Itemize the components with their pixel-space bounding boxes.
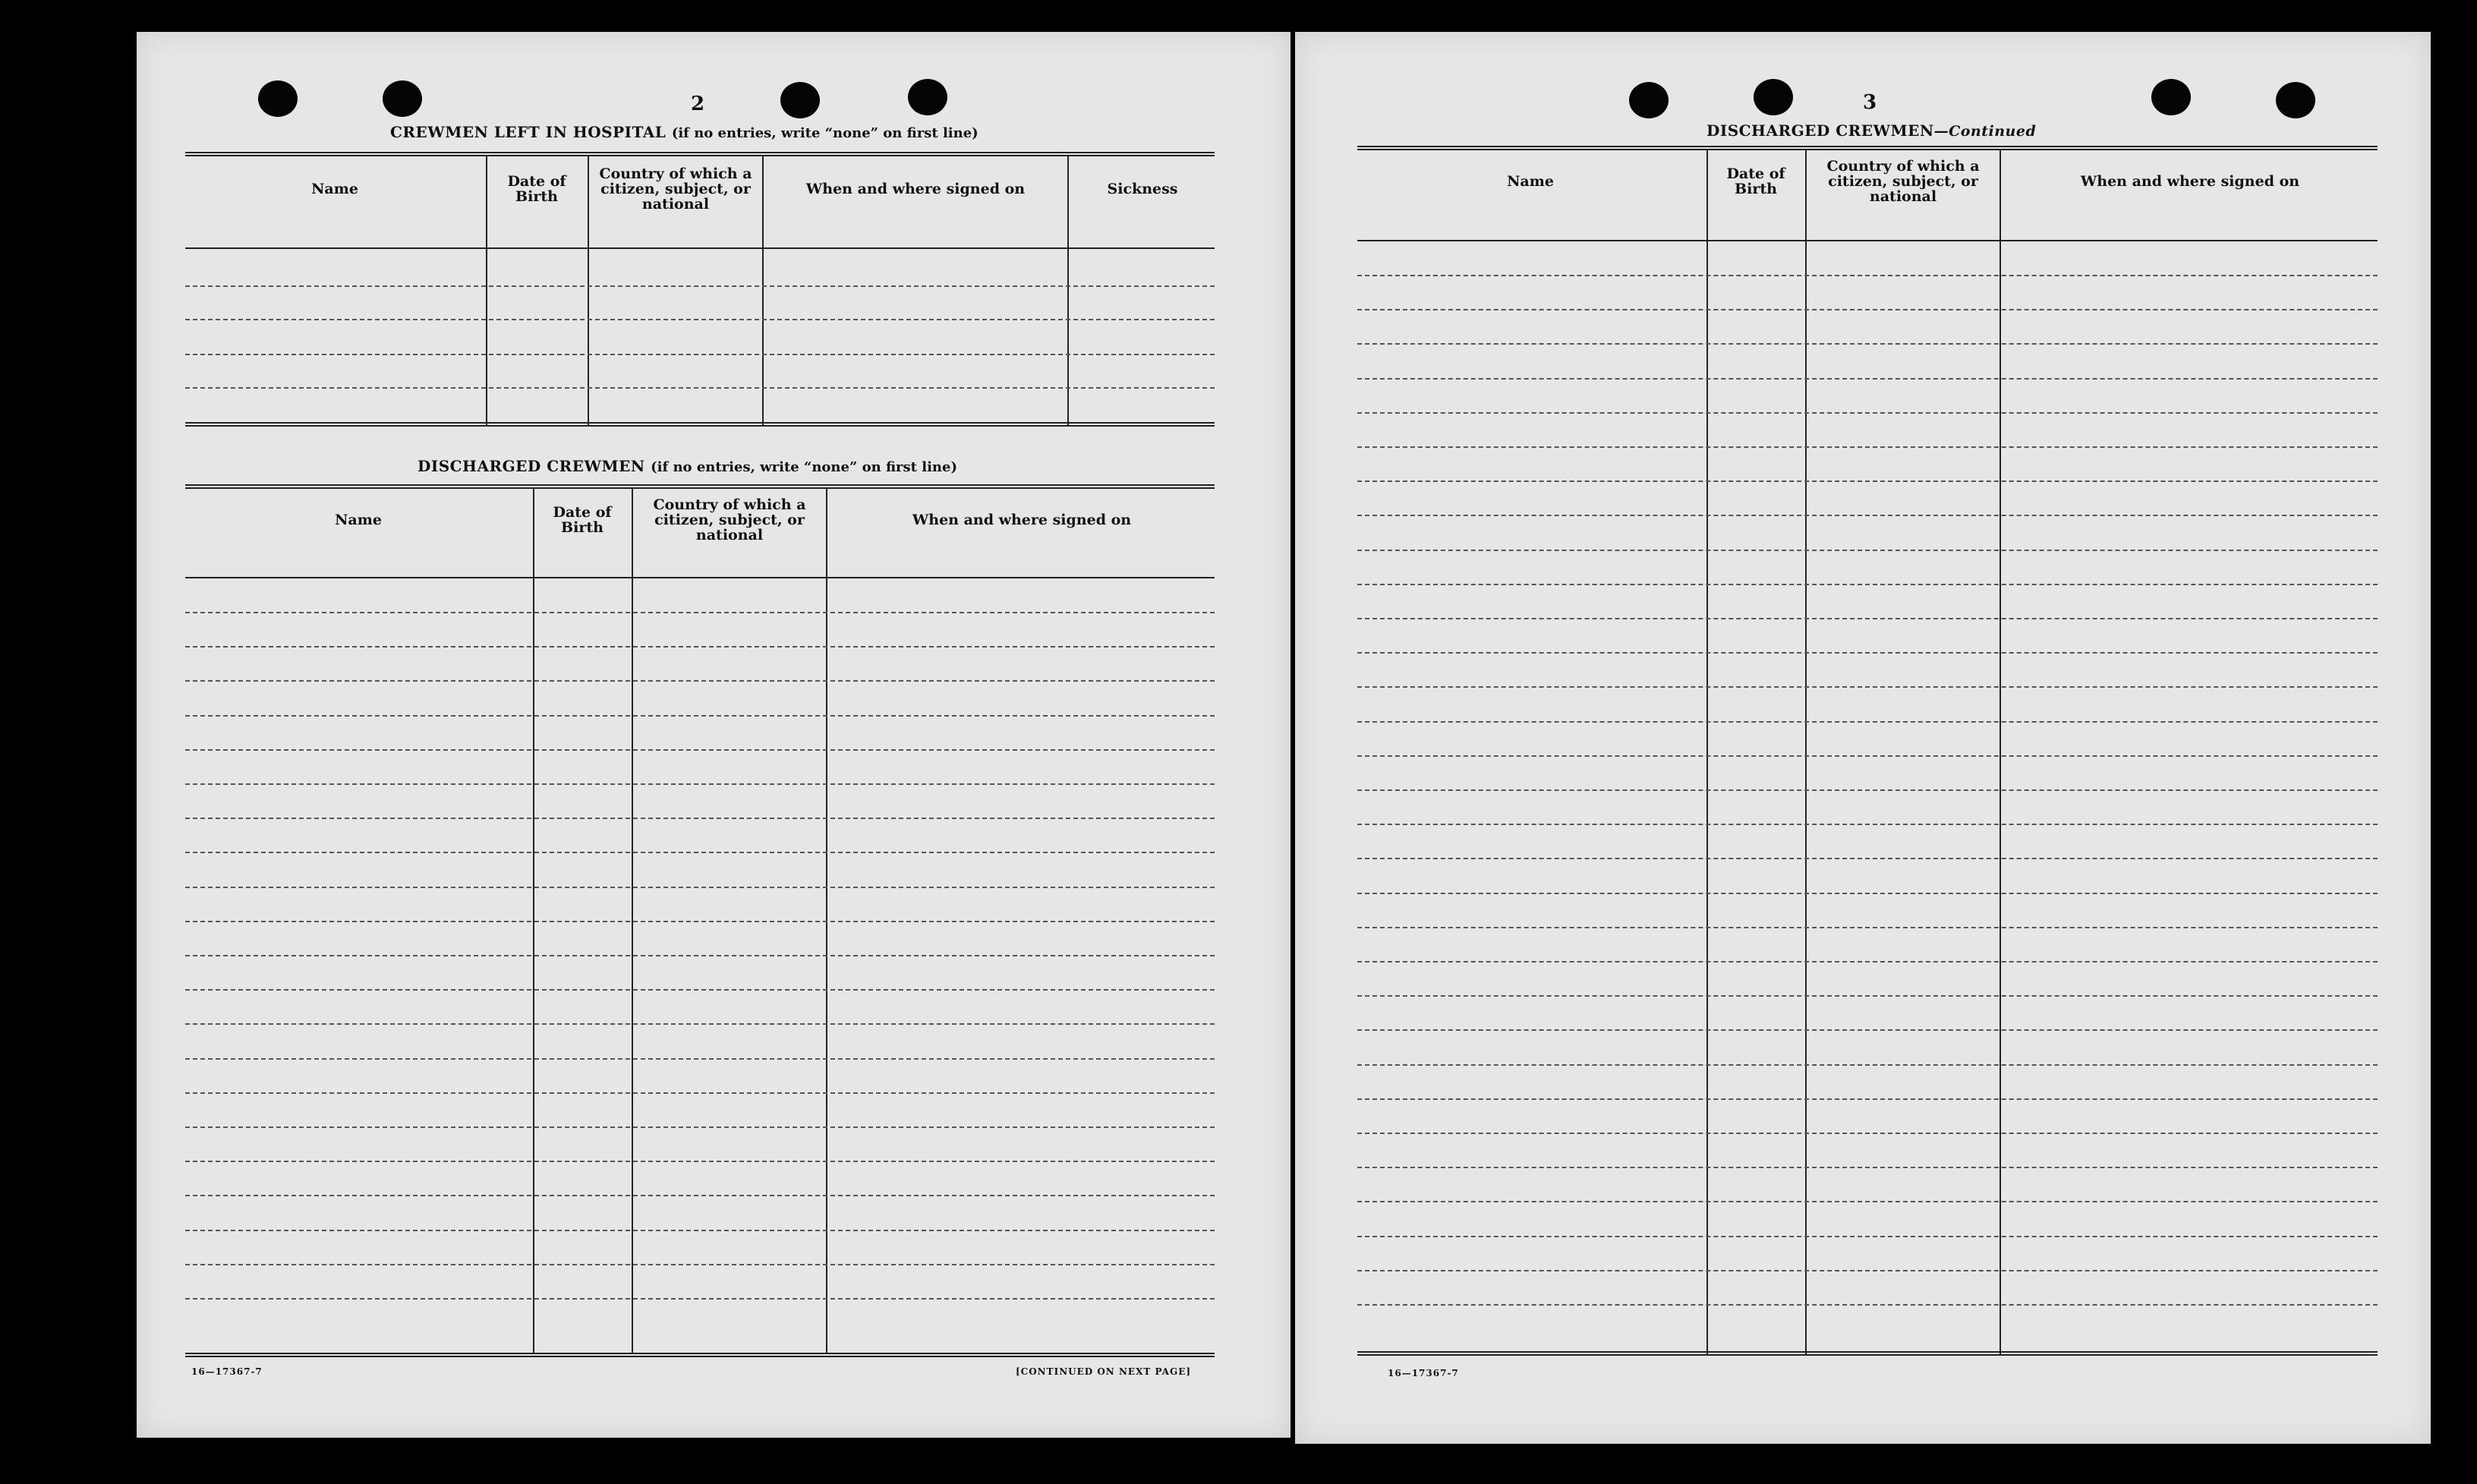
discharged-continued-table <box>1357 146 2378 1391</box>
punch-hole <box>780 82 820 118</box>
entry-line <box>1357 686 2378 688</box>
entry-line <box>1357 1236 2378 1237</box>
punch-hole <box>1629 82 1669 118</box>
column-header-name: Name <box>311 181 358 197</box>
entry-line <box>1357 652 2378 654</box>
continued-note: [CONTINUED ON NEXT PAGE] <box>1016 1366 1192 1377</box>
entry-line <box>1357 550 2378 551</box>
entry-line <box>185 1023 1215 1025</box>
entry-line <box>1357 378 2378 380</box>
entry-line <box>1357 893 2378 894</box>
entry-line <box>1357 1201 2378 1202</box>
discharged-continued-title: DISCHARGED CREWMEN—Continued <box>1706 121 2037 140</box>
entry-line <box>1357 1029 2378 1031</box>
entry-line <box>185 1161 1215 1162</box>
entry-line <box>1357 1133 2378 1134</box>
entry-line <box>1357 961 2378 963</box>
form-number: 16—17367-7 <box>191 1366 263 1377</box>
entry-line <box>1357 927 2378 928</box>
title-note: (if no entries, write “none” on first line) <box>651 459 957 475</box>
entry-line <box>1357 480 2378 482</box>
entry-line <box>1357 343 2378 345</box>
entry-line <box>185 1126 1215 1128</box>
column-header-signed-on: When and where signed on <box>805 181 1026 197</box>
right-form-page <box>1295 32 2431 1444</box>
table-bottom-rule <box>185 422 1215 427</box>
column-divider <box>588 156 589 427</box>
entry-line <box>185 354 1215 355</box>
left-form-page <box>137 32 1290 1438</box>
column-header-country: Country of which a citizen, subject, or national <box>653 496 806 544</box>
column-header-date-of-birth: Date of Birth <box>507 173 566 205</box>
column-header-sickness: Sickness <box>1107 181 1178 197</box>
column-divider <box>1805 150 1807 1354</box>
entry-line <box>1357 858 2378 859</box>
entry-line <box>1357 789 2378 791</box>
entry-line <box>185 646 1215 647</box>
column-header-country: Country of which a citizen, subject, or national <box>1826 158 1980 205</box>
title-note: (if no entries, write “none” on first line) <box>671 125 979 141</box>
entry-line <box>185 387 1215 389</box>
entry-line <box>185 989 1215 991</box>
entry-line <box>185 887 1215 888</box>
page-number: 2 <box>691 93 705 115</box>
column-header-name: Name <box>1507 173 1554 190</box>
column-divider <box>762 156 764 427</box>
entry-line <box>1357 1304 2378 1306</box>
entry-line <box>1357 1270 2378 1271</box>
entry-line <box>1357 515 2378 516</box>
punch-hole <box>383 80 422 117</box>
column-header-country: Country of which a citizen, subject, or national <box>599 165 752 213</box>
punch-hole <box>1754 79 1793 115</box>
entry-line <box>1357 755 2378 757</box>
punch-hole <box>258 80 298 117</box>
page-bottom-rule <box>185 1353 1215 1357</box>
punch-hole <box>2151 79 2191 115</box>
entry-line <box>185 1195 1215 1196</box>
column-divider <box>2000 150 2001 1354</box>
entry-line <box>1357 995 2378 997</box>
header-bottom-rule <box>1357 240 2378 241</box>
column-header-signed-on: When and where signed on <box>912 512 1132 528</box>
table-top-rule <box>1357 146 2378 150</box>
entry-line <box>185 285 1215 287</box>
entry-line <box>1357 446 2378 448</box>
entry-line <box>185 319 1215 320</box>
entry-line <box>1357 824 2378 825</box>
entry-line <box>185 749 1215 751</box>
discharged-table <box>185 484 1215 1388</box>
entry-line <box>1357 1064 2378 1066</box>
form-number: 16—17367-7 <box>1388 1368 1459 1378</box>
column-header-signed-on: When and where signed on <box>2080 173 2300 190</box>
entry-line <box>185 1264 1215 1265</box>
entry-line <box>1357 1098 2378 1100</box>
entry-line <box>185 1298 1215 1300</box>
hospital-table <box>185 152 1215 463</box>
header-bottom-rule <box>185 577 1215 578</box>
entry-line <box>185 955 1215 956</box>
column-divider <box>1067 156 1069 427</box>
entry-line <box>1357 584 2378 585</box>
entry-line <box>1357 618 2378 619</box>
column-divider <box>1706 150 1708 1354</box>
entry-line <box>1357 275 2378 276</box>
table-top-rule <box>185 152 1215 156</box>
punch-hole <box>2276 82 2315 118</box>
entry-line <box>185 1092 1215 1094</box>
entry-line <box>1357 309 2378 310</box>
entry-line <box>185 612 1215 613</box>
entry-line <box>185 1058 1215 1060</box>
entry-line <box>185 680 1215 682</box>
entry-line <box>185 818 1215 819</box>
entry-line <box>1357 412 2378 414</box>
entry-line <box>1357 1167 2378 1168</box>
entry-line <box>1357 721 2378 723</box>
header-bottom-rule <box>185 247 1215 249</box>
entry-line <box>185 783 1215 785</box>
page-bottom-rule <box>1357 1351 2378 1356</box>
hospital-section-title: CREWMEN LEFT IN HOSPITAL (if no entries, write “none” on first line) <box>390 123 979 141</box>
entry-line <box>185 921 1215 922</box>
discharged-section-title: DISCHARGED CREWMEN (if no entries, write “none” on first line) <box>418 457 957 475</box>
entry-line <box>185 1230 1215 1231</box>
column-header-name: Name <box>335 512 382 528</box>
column-divider <box>486 156 487 427</box>
page-number: 3 <box>1863 91 1877 114</box>
column-header-date-of-birth: Date of Birth <box>1726 165 1785 197</box>
entry-line <box>185 852 1215 853</box>
punch-hole <box>908 79 947 115</box>
entry-line <box>185 715 1215 717</box>
table-top-rule <box>185 484 1215 489</box>
column-header-date-of-birth: Date of Birth <box>553 504 612 536</box>
